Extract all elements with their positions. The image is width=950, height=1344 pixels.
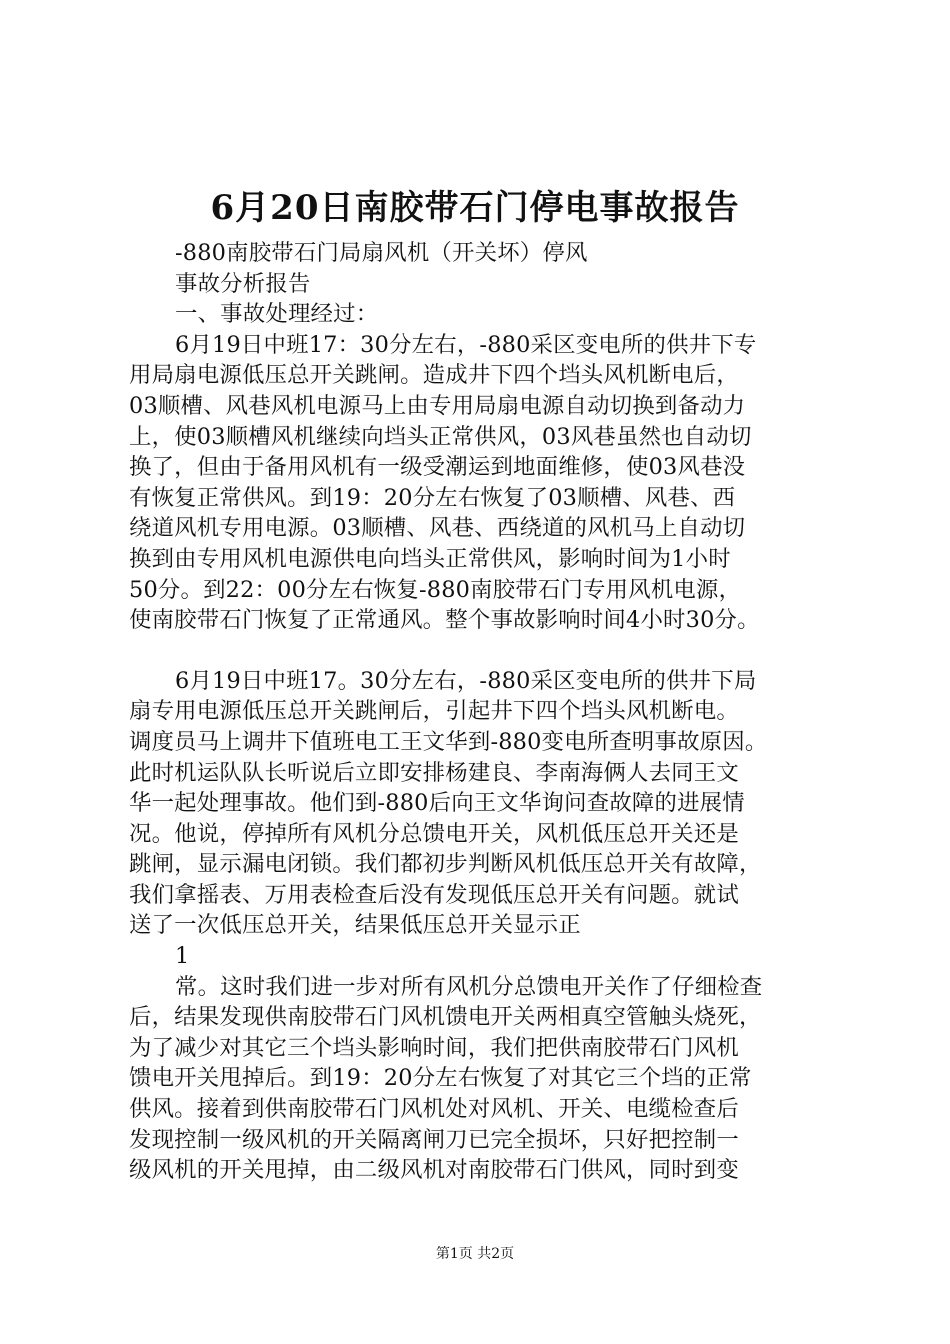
paragraph-2-line: 我们拿摇表、万用表检查后没有发现低压总开关有问题。就试 xyxy=(129,881,739,908)
paragraph-2-line: 况。他说，停掉所有风机分总馈电开关，风机低压总开关还是 xyxy=(129,820,739,847)
inline-page-number: 1 xyxy=(175,943,190,970)
paragraph-1-line: 换了，但由于备用风机有一级受潮运到地面维修，使03风巷没 xyxy=(129,454,746,481)
paragraph-1-line: 换到由专用风机电源供电向垱头正常供风，影响时间为1小时 xyxy=(129,545,731,572)
paragraph-1-line: 6月19日中班17：30分左右，-880采区变电所的供井下专 xyxy=(175,331,757,358)
paragraph-2-line: 此时机运队队长听说后立即安排杨建良、李南海俩人去同王文 xyxy=(129,759,739,786)
paragraph-3-line: 供风。接着到供南胶带石门风机处对风机、开关、电缆检查后 xyxy=(129,1096,739,1123)
paragraph-3-line: 馈电开关甩掉后。到19：20分左右恢复了对其它三个垱的正常 xyxy=(129,1065,752,1092)
paragraph-3-line: 为了减少对其它三个垱头影响时间，我们把供南胶带石门风机 xyxy=(129,1034,739,1061)
paragraph-1-line: 50分。到22：00分左右恢复-880南胶带石门专用风机电源， xyxy=(129,576,742,603)
paragraph-3-line: 级风机的开关甩掉，由二级风机对南胶带石门供风，同时到变 xyxy=(129,1157,739,1184)
paragraph-gap xyxy=(129,636,859,666)
subtitle-line-1: -880南胶带石门局扇风机（开关坏）停风 xyxy=(175,240,588,266)
page-footer: 第1页 共2页 xyxy=(435,1246,515,1262)
paragraph-2-line: 送了一次低压总开关，结果低压总开关显示正 xyxy=(129,912,581,939)
paragraph-3-line: 后，结果发现供南胶带石门风机馈电开关两相真空管触头烧死， xyxy=(129,1004,762,1031)
paragraph-3-line: 发现控制一级风机的开关隔离闸刀已完全损坏，只好把控制一 xyxy=(129,1126,739,1153)
paragraph-2-line: 6月19日中班17。30分左右，-880采区变电所的供井下局 xyxy=(175,667,757,694)
paragraph-2-line: 调度员马上调井下值班电工王文华到-880变电所查明事故原因。 xyxy=(129,728,768,755)
paragraph-1-line: 使南胶带石门恢复了正常通风。整个事故影响时间4小时30分。 xyxy=(129,607,760,634)
paragraph-1-line: 03顺槽、风巷风机电源马上由专用局扇电源自动切换到备动力 xyxy=(129,392,746,419)
section-heading: 一、事故处理经过： xyxy=(175,301,379,328)
paragraph-2-line: 扇专用电源低压总开关跳闸后，引起井下四个垱头风机断电。 xyxy=(129,698,739,725)
paragraph-1-line: 绕道风机专用电源。03顺槽、风巷、西绕道的风机马上自动切 xyxy=(129,515,746,542)
paragraph-2-line: 跳闸，显示漏电闭锁。我们都初步判断风机低压总开关有故障， xyxy=(129,851,762,878)
document-title: 6月20日南胶带石门停电事故报告 xyxy=(210,188,740,228)
paragraph-1-line: 上，使03顺槽风机继续向垱头正常供风，03风巷虽然也自动切 xyxy=(129,423,752,450)
document-body xyxy=(129,238,859,1186)
paragraph-2-line: 华一起处理事故。他们到-880后向王文华询问查故障的进展情 xyxy=(129,790,745,817)
subtitle-line-2: 事故分析报告 xyxy=(175,270,311,297)
paragraph-3-line: 常。这时我们进一步对所有风机分总馈电开关作了仔细检查 xyxy=(175,973,763,1000)
paragraph-1-line: 有恢复正常供风。到19：20分左右恢复了03顺槽、风巷、西 xyxy=(129,484,736,511)
paragraph-1-line: 用局扇电源低压总开关跳闸。造成井下四个垱头风机断电后， xyxy=(129,362,739,389)
